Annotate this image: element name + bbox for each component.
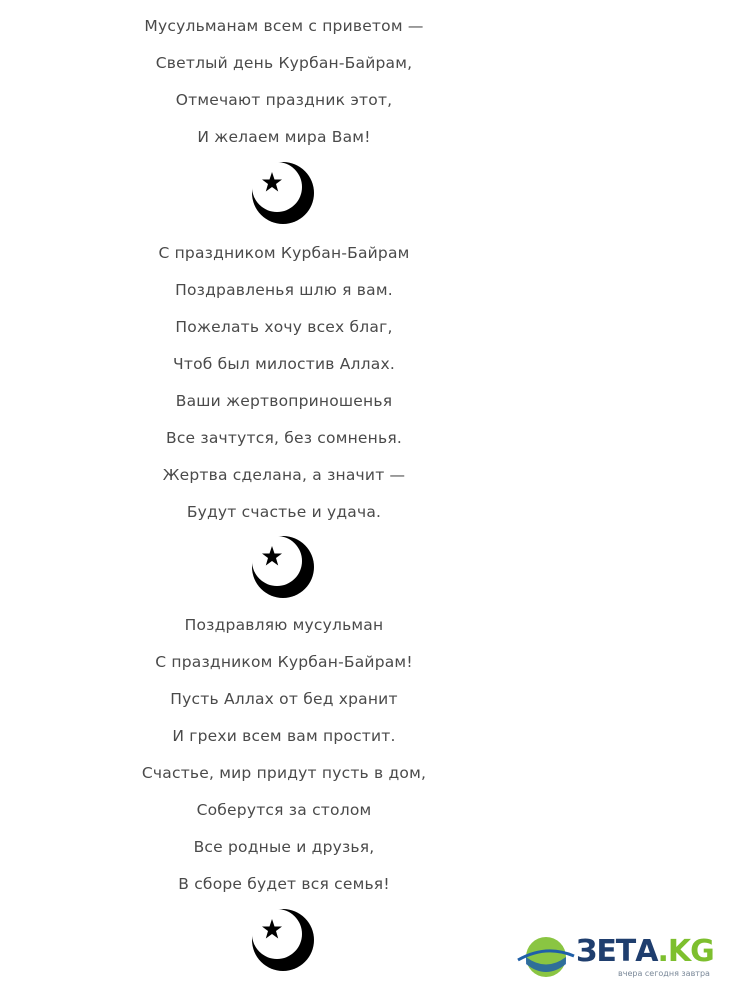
poem-line: Ваши жертвоприношенья — [175, 392, 393, 410]
site-watermark — [516, 932, 732, 982]
poem-line: Все зачтутся, без сомненья. — [165, 429, 402, 447]
poem-line: Будут счастье и удача. — [186, 503, 382, 521]
crescent-star-icon — [250, 160, 316, 226]
poem-line: Счастье, мир придут пусть в дом, — [141, 764, 427, 782]
poem-line: Отмечают праздник этот, — [175, 91, 393, 109]
watermark-brand: ЗЕТА.KG — [576, 934, 714, 969]
globe-icon — [516, 932, 576, 982]
stanza-3 — [0, 607, 568, 903]
poem-line: Светлый день Курбан-Байрам, — [155, 54, 413, 72]
poem-line: Мусульманам всем с приветом — — [144, 17, 424, 35]
poem-line: Чтоб был милостив Аллах. — [173, 355, 395, 373]
poem-line: С праздником Курбан-Байрам — [158, 244, 410, 262]
poem-line: В сборе будет вся семья! — [178, 875, 390, 893]
poem-line: И желаем мира Вам! — [197, 128, 371, 146]
watermark-tagline: вчера сегодня завтра — [618, 969, 710, 978]
stanza-1 — [0, 8, 568, 156]
poem-line: Поздравляю мусульман — [184, 616, 384, 634]
crescent-star-icon — [250, 534, 316, 600]
poem-line: Пожелать хочу всех благ, — [175, 318, 393, 336]
poem-line: С праздником Курбан-Байрам! — [155, 653, 413, 671]
stanza-2 — [0, 235, 568, 531]
poem-line: Соберутся за столом — [196, 801, 372, 819]
poem-line: Все родные и друзья, — [193, 838, 375, 856]
crescent-star-icon — [250, 907, 316, 973]
poem-line: И грехи всем вам простит. — [172, 727, 396, 745]
poem-line: Поздравленья шлю я вам. — [175, 281, 393, 299]
poem-line: Жертва сделана, а значит — — [162, 466, 406, 484]
poem-line: Пусть Аллах от бед хранит — [170, 690, 398, 708]
